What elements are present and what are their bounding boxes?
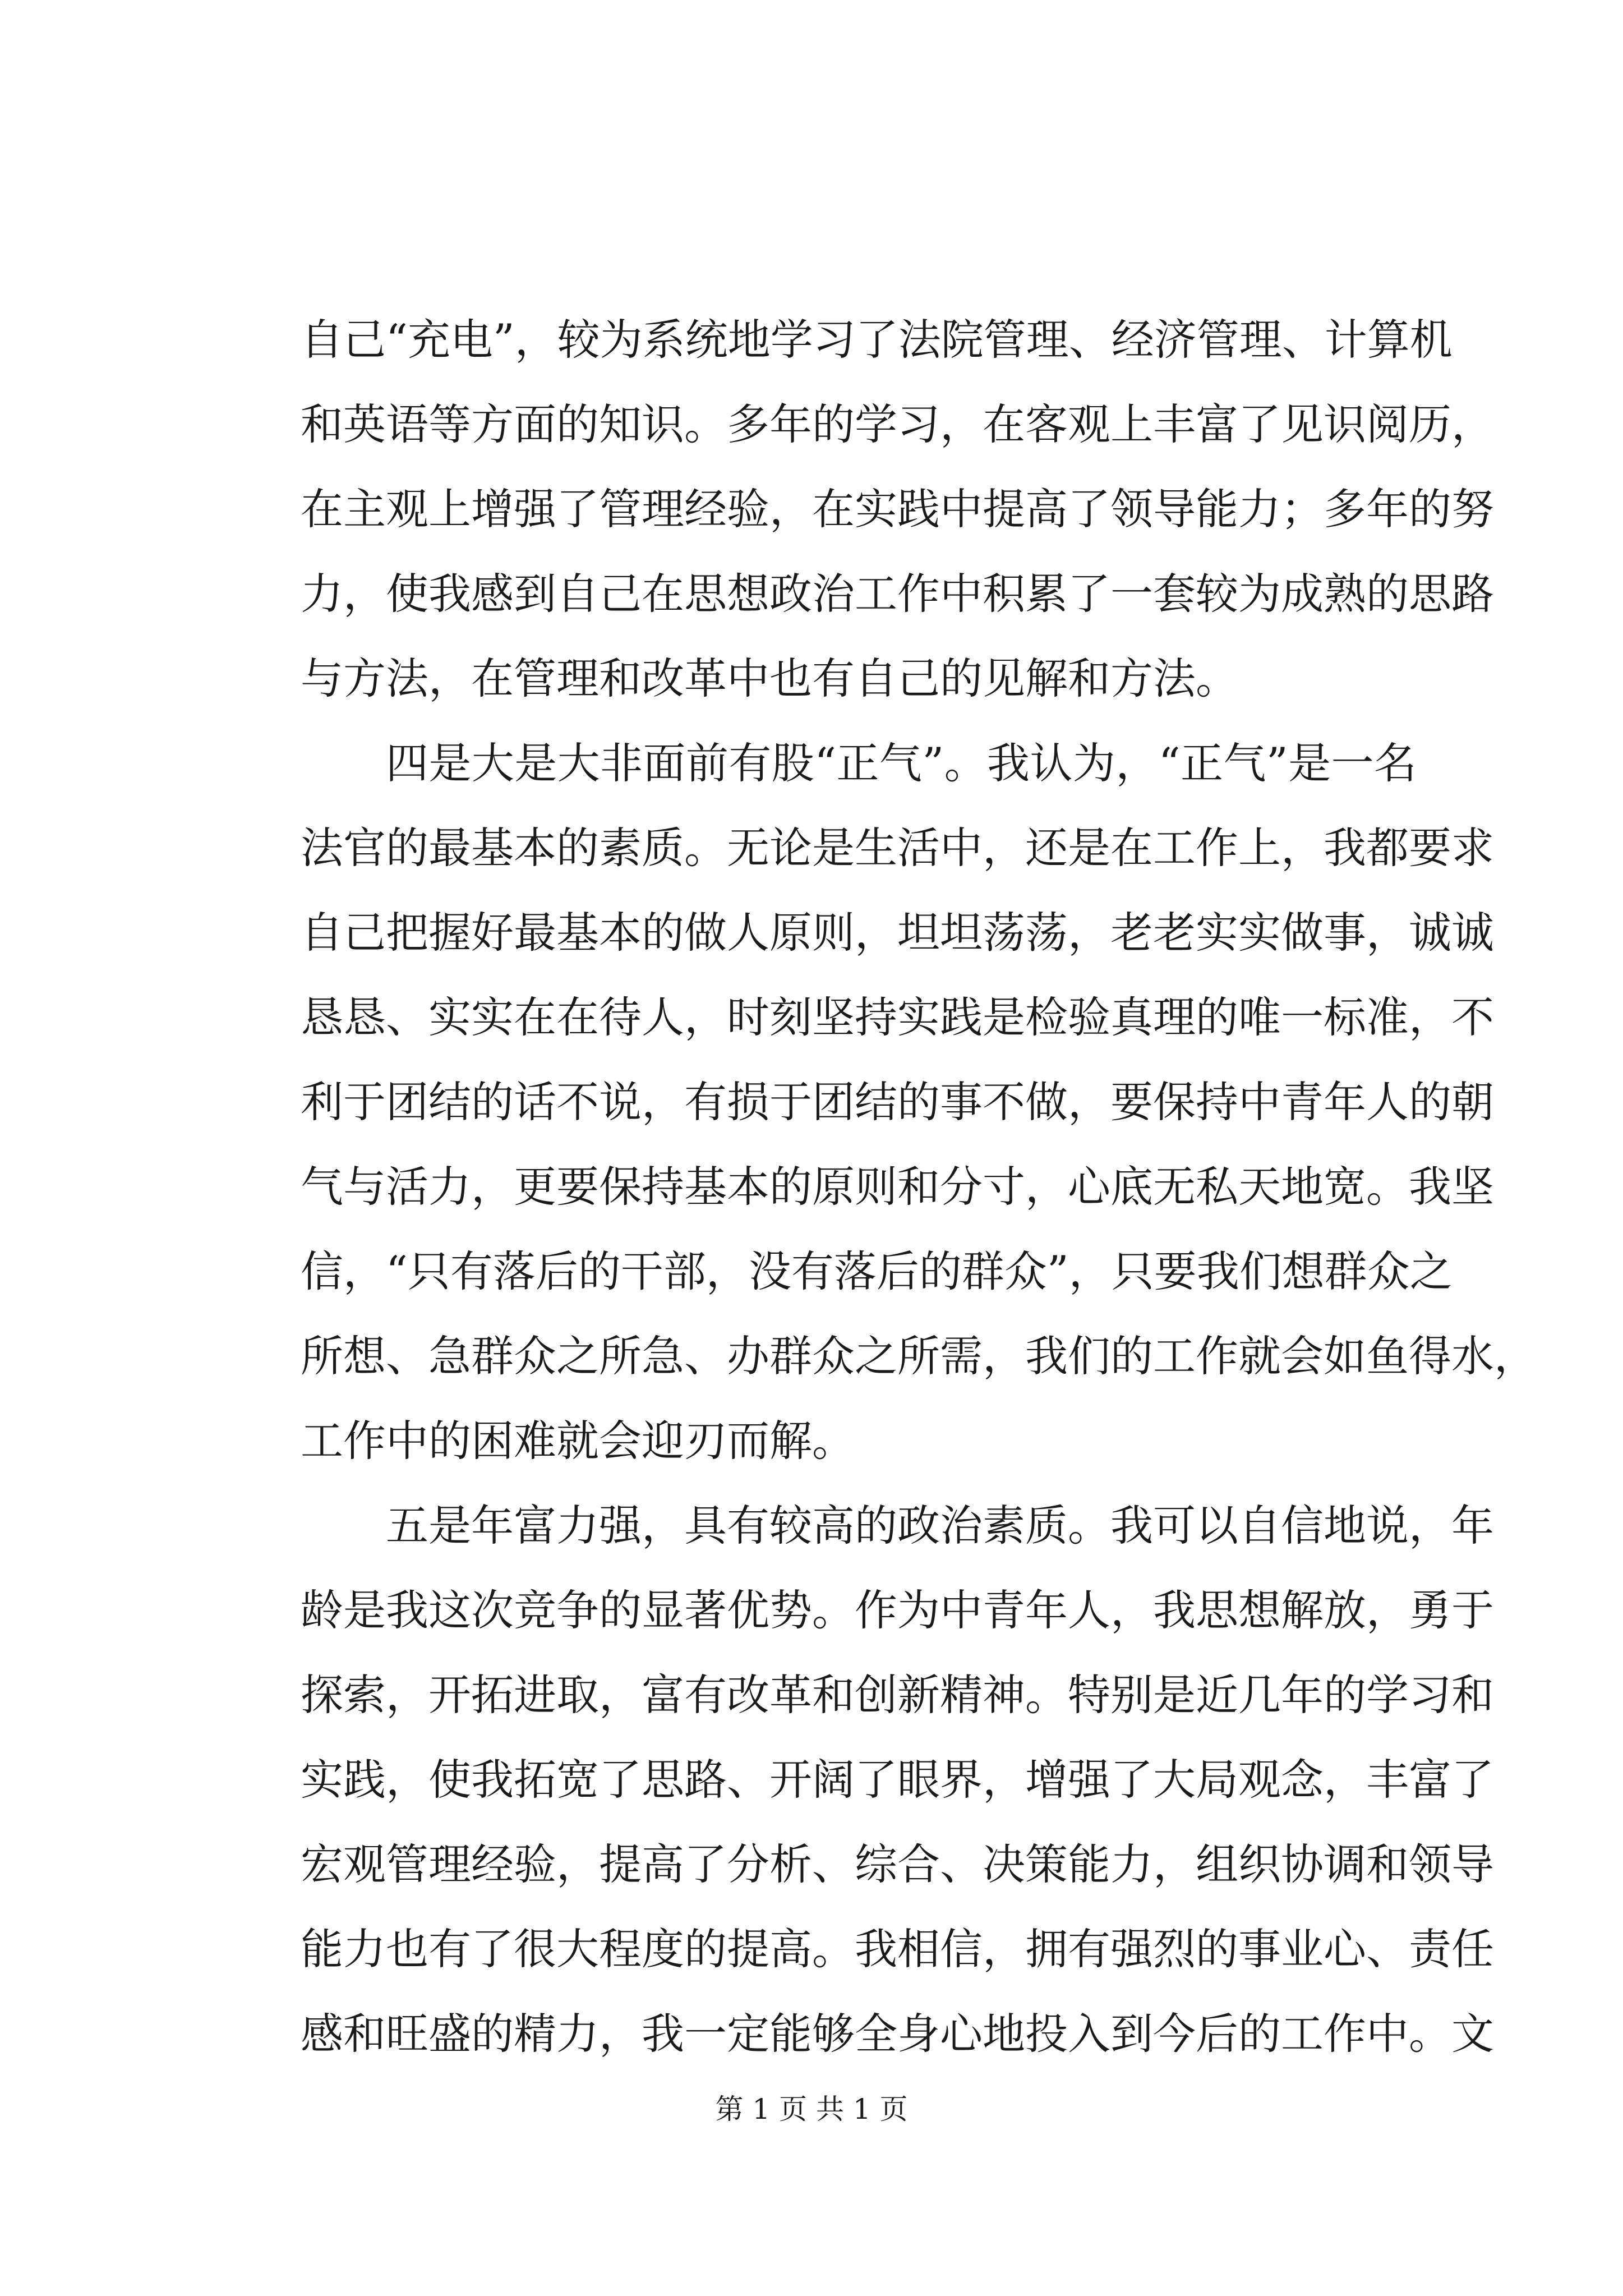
text-line: 感和旺盛的精力，我一定能够全身心地投入到今后的工作中。文 bbox=[301, 2009, 1494, 2059]
page-footer: 第 1 页 共 1 页 bbox=[715, 2093, 908, 2125]
text-line: 信，“只有落后的干部，没有落后的群众”，只要我们想群众之 bbox=[301, 1246, 1453, 1296]
text-line: 力，使我感到自己在思想政治工作中积累了一套较为成熟的思路 bbox=[301, 569, 1494, 619]
text-line: 龄是我这次竞争的显著优势。作为中青年人，我思想解放，勇于 bbox=[301, 1585, 1494, 1635]
paragraph-start-line: 五是年富力强，具有较高的政治素质。我可以自信地说，年 bbox=[386, 1501, 1494, 1550]
text-line: 能力也有了很大程度的提高。我相信，拥有强烈的事业心、责任 bbox=[301, 1924, 1494, 1974]
text-line: 恳恳、实实在在待人，时刻坚持实践是检验真理的唯一标准，不 bbox=[301, 992, 1494, 1042]
text-line: 自己把握好最基本的做人原则，坦坦荡荡，老老实实做事，诚诚 bbox=[301, 908, 1494, 958]
text-line: 与方法，在管理和改革中也有自己的见解和方法。 bbox=[301, 654, 1238, 703]
text-line: 实践，使我拓宽了思路、开阔了眼界，增强了大局观念，丰富了 bbox=[301, 1755, 1494, 1805]
text-line: 气与活力，更要保持基本的原则和分寸，心底无私天地宽。我坚 bbox=[301, 1162, 1494, 1212]
text-line: 利于团结的话不说，有损于团结的事不做，要保持中青年人的朝 bbox=[301, 1077, 1494, 1127]
text-line: 所想、急群众之所急、办群众之所需，我们的工作就会如鱼得水， bbox=[301, 1331, 1537, 1381]
paragraph-start-line: 四是大是大非面前有股“正气”。我认为，“正气”是一名 bbox=[386, 738, 1417, 788]
text-line: 探索，开拓进取，富有改革和创新精神。特别是近几年的学习和 bbox=[301, 1670, 1494, 1720]
body-text bbox=[301, 297, 1537, 2076]
text-line: 自己“充电”，较为系统地学习了法院管理、经济管理、计算机 bbox=[301, 315, 1453, 365]
text-line: 在主观上增强了管理经验，在实践中提高了领导能力；多年的努 bbox=[301, 484, 1494, 534]
text-line: 和英语等方面的知识。多年的学习，在客观上丰富了见识阅历， bbox=[301, 399, 1494, 449]
text-line: 宏观管理经验，提高了分析、综合、决策能力，组织协调和领导 bbox=[301, 1839, 1494, 1889]
text-line: 工作中的困难就会迎刃而解。 bbox=[301, 1416, 855, 1466]
text-line: 法官的最基本的素质。无论是生活中，还是在工作上，我都要求 bbox=[301, 823, 1494, 873]
